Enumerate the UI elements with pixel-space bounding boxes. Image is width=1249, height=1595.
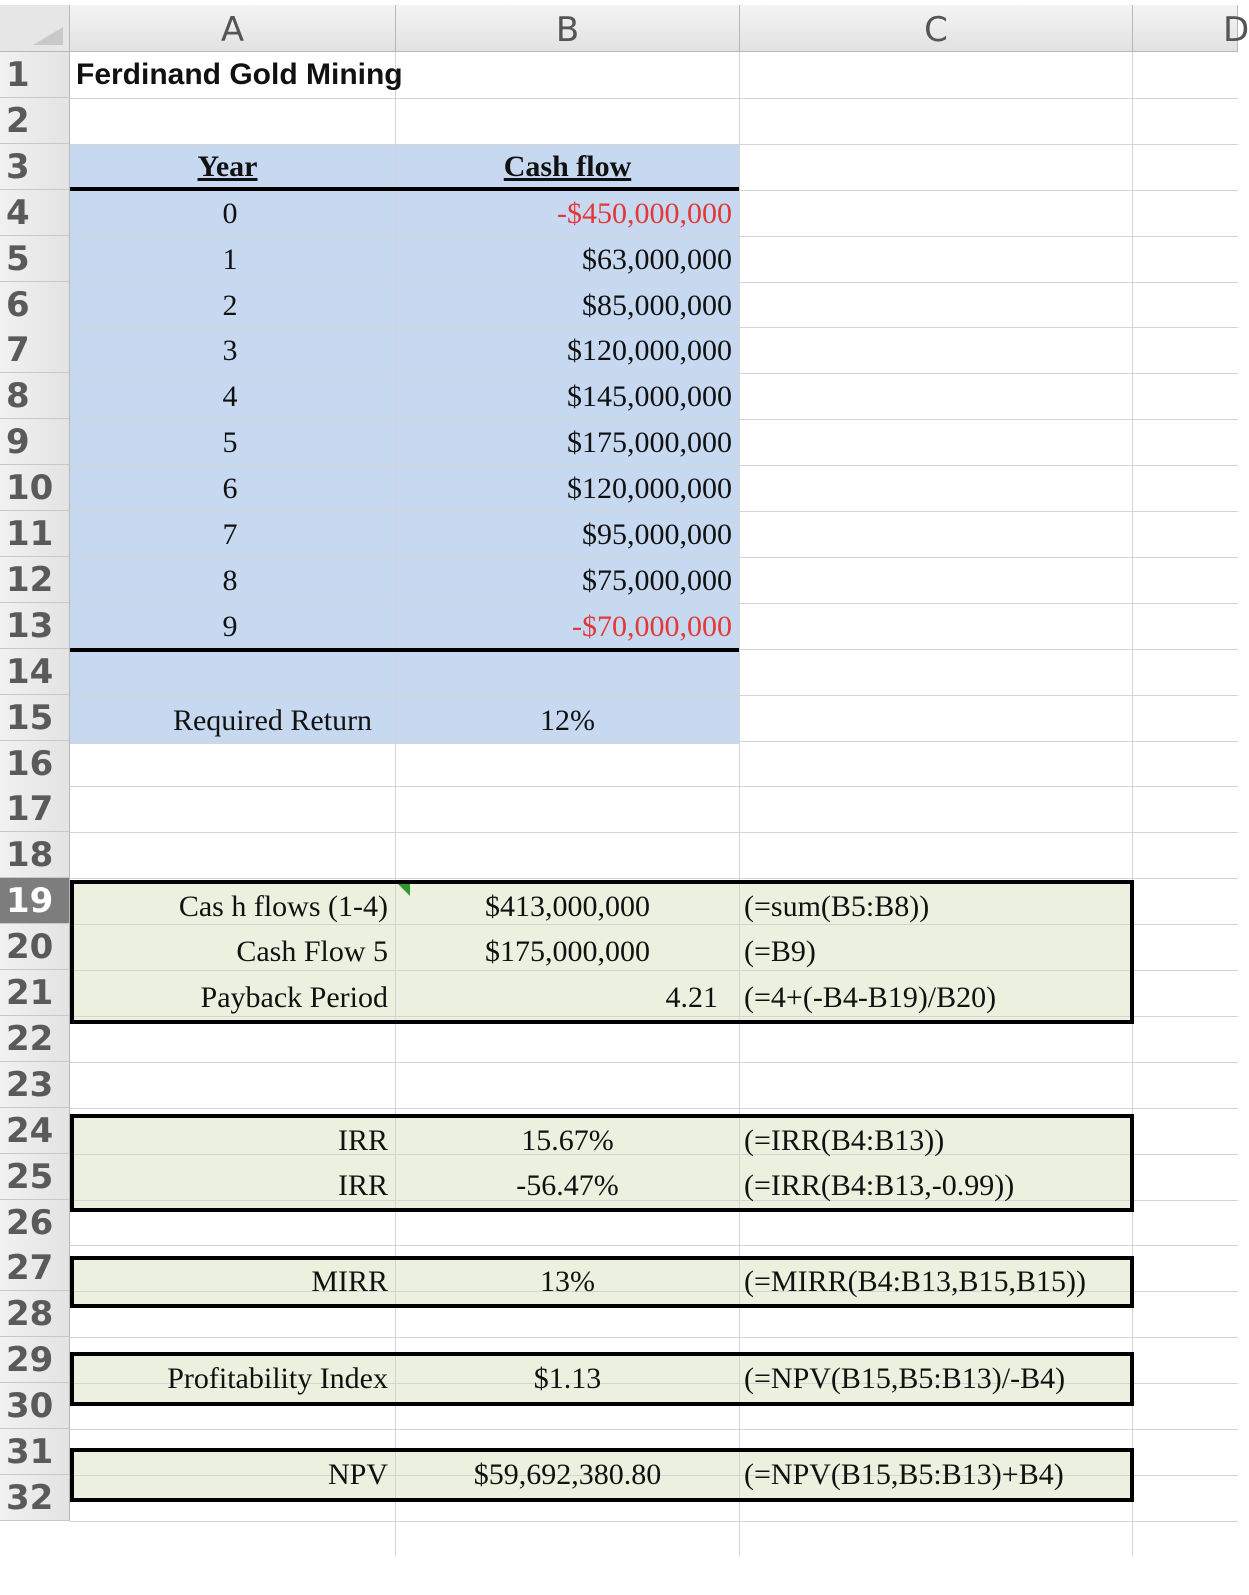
cash-flow-cell[interactable]: $120,000,000 — [567, 472, 732, 505]
column-header-a[interactable]: A — [70, 5, 396, 52]
row-header-21[interactable]: 21 — [0, 970, 70, 1016]
row-header-23[interactable]: 23 — [0, 1062, 70, 1108]
year-cell[interactable]: 9 — [222, 610, 238, 643]
year-cell[interactable]: 3 — [222, 334, 238, 367]
gridline — [70, 832, 1238, 833]
row-header-1[interactable]: 1 — [0, 52, 70, 98]
irr-label-2[interactable]: IRR — [337, 1169, 388, 1202]
row-header-19[interactable]: 19 — [0, 878, 70, 924]
irr-label-1[interactable]: IRR — [337, 1124, 388, 1157]
row-header-30[interactable]: 30 — [0, 1383, 70, 1429]
gridline — [70, 1062, 1238, 1063]
payback-label-1[interactable]: Cas h flows (1-4) — [178, 890, 388, 923]
irr-formula-2: (=IRR(B4:B13,-0.99)) — [744, 1169, 1015, 1202]
gridline — [70, 1108, 1238, 1109]
mirr-value[interactable]: 13% — [540, 1265, 595, 1298]
year-cell[interactable]: 8 — [222, 564, 238, 597]
row-header-5[interactable]: 5 — [0, 236, 70, 282]
irr-value-2[interactable]: -56.47% — [516, 1169, 619, 1202]
pi-label[interactable]: Profitability Index — [167, 1362, 388, 1395]
header-year[interactable]: Year — [197, 150, 258, 183]
row-header-14[interactable]: 14 — [0, 649, 70, 695]
row-header-11[interactable]: 11 — [0, 511, 70, 557]
gridline — [70, 695, 1238, 696]
payback-value-1[interactable]: $413,000,000 — [485, 890, 650, 923]
row-header-6[interactable]: 6 — [0, 282, 70, 328]
row-header-3[interactable]: 3 — [0, 144, 70, 190]
row-header-26[interactable]: 26 — [0, 1200, 70, 1246]
gridline — [70, 786, 1238, 787]
cash-flow-cell[interactable]: $85,000,000 — [582, 289, 732, 322]
sheet-title[interactable]: Ferdinand Gold Mining — [76, 58, 403, 91]
payback-label-3[interactable]: Payback Period — [200, 981, 388, 1014]
row-header-2[interactable]: 2 — [0, 98, 70, 144]
cash-flow-cell[interactable]: $95,000,000 — [582, 518, 732, 551]
bottom-edge — [0, 1556, 1238, 1595]
row-header-25[interactable]: 25 — [0, 1154, 70, 1200]
cash-flow-cell[interactable]: $145,000,000 — [567, 380, 732, 413]
mirr-label[interactable]: MIRR — [311, 1265, 388, 1298]
header-cash-flow[interactable]: Cash flow — [503, 150, 632, 183]
year-cell[interactable]: 5 — [222, 426, 238, 459]
gridline — [70, 1245, 1238, 1246]
row-header-9[interactable]: 9 — [0, 419, 70, 465]
cash-flow-cell[interactable]: $75,000,000 — [582, 564, 732, 597]
row-header-12[interactable]: 12 — [0, 557, 70, 603]
row-header-24[interactable]: 24 — [0, 1108, 70, 1154]
npv-label[interactable]: NPV — [327, 1458, 388, 1491]
row-header-22[interactable]: 22 — [0, 1016, 70, 1062]
irr-value-1[interactable]: 15.67% — [521, 1124, 614, 1157]
npv-formula: (=NPV(B15,B5:B13)+B4) — [744, 1458, 1064, 1491]
pi-value[interactable]: $1.13 — [533, 1362, 602, 1395]
cash-flow-cell[interactable]: $63,000,000 — [582, 243, 732, 276]
gridline — [70, 98, 1238, 99]
pi-formula: (=NPV(B15,B5:B13)/-B4) — [744, 1362, 1066, 1395]
row-header-4[interactable]: 4 — [0, 190, 70, 236]
payback-formula-1: (=sum(B5:B8)) — [744, 890, 930, 923]
row-header-29[interactable]: 29 — [0, 1337, 70, 1383]
row-header-13[interactable]: 13 — [0, 603, 70, 649]
row-header-18[interactable]: 18 — [0, 832, 70, 878]
row-header-28[interactable]: 28 — [0, 1291, 70, 1337]
payback-value-2[interactable]: $175,000,000 — [485, 935, 650, 968]
row-header-27[interactable]: 27 — [0, 1245, 70, 1291]
cash-flow-cell[interactable]: $175,000,000 — [567, 426, 732, 459]
row-header-8[interactable]: 8 — [0, 373, 70, 419]
mirr-formula: (=MIRR(B4:B13,B15,B15)) — [744, 1265, 1086, 1298]
payback-value-3[interactable]: 4.21 — [665, 981, 718, 1014]
row-header-17[interactable]: 17 — [0, 786, 70, 832]
row-header-7[interactable]: 7 — [0, 327, 70, 373]
payback-formula-2: (=B9) — [744, 935, 816, 968]
payback-formula-3: (=4+(-B4-B19)/B20) — [744, 981, 997, 1014]
year-cell[interactable]: 1 — [222, 243, 238, 276]
comment-indicator[interactable] — [398, 884, 410, 896]
required-return-label[interactable]: Required Return — [172, 704, 373, 737]
gridline — [70, 1429, 1238, 1430]
row-header-15[interactable]: 15 — [0, 695, 70, 741]
gridline — [70, 1337, 1238, 1338]
payback-label-2[interactable]: Cash Flow 5 — [236, 935, 388, 968]
row-header-32[interactable]: 32 — [0, 1475, 70, 1521]
select-all-corner[interactable] — [0, 5, 70, 52]
column-header-d[interactable]: D — [1133, 5, 1238, 52]
row-header-16[interactable]: 16 — [0, 741, 70, 787]
cash-flow-cell[interactable]: -$70,000,000 — [572, 610, 732, 643]
year-cell[interactable]: 7 — [222, 518, 238, 551]
gridline — [70, 878, 1238, 879]
required-return-value[interactable]: 12% — [540, 704, 595, 737]
year-cell[interactable]: 0 — [222, 197, 238, 230]
irr-formula-1: (=IRR(B4:B13)) — [744, 1124, 945, 1157]
row-header-31[interactable]: 31 — [0, 1429, 70, 1475]
cash-flow-cell[interactable]: $120,000,000 — [567, 334, 732, 367]
npv-value[interactable]: $59,692,380.80 — [473, 1458, 662, 1491]
row-header-10[interactable]: 10 — [0, 465, 70, 511]
column-header-c[interactable]: C — [740, 5, 1133, 52]
gridline — [70, 1521, 1238, 1522]
year-cell[interactable]: 6 — [222, 472, 238, 505]
year-cell[interactable]: 2 — [222, 289, 238, 322]
year-cell[interactable]: 4 — [222, 380, 238, 413]
column-header-b[interactable]: B — [396, 5, 740, 52]
cash-flow-cell[interactable]: -$450,000,000 — [557, 197, 732, 230]
row-header-20[interactable]: 20 — [0, 924, 70, 970]
